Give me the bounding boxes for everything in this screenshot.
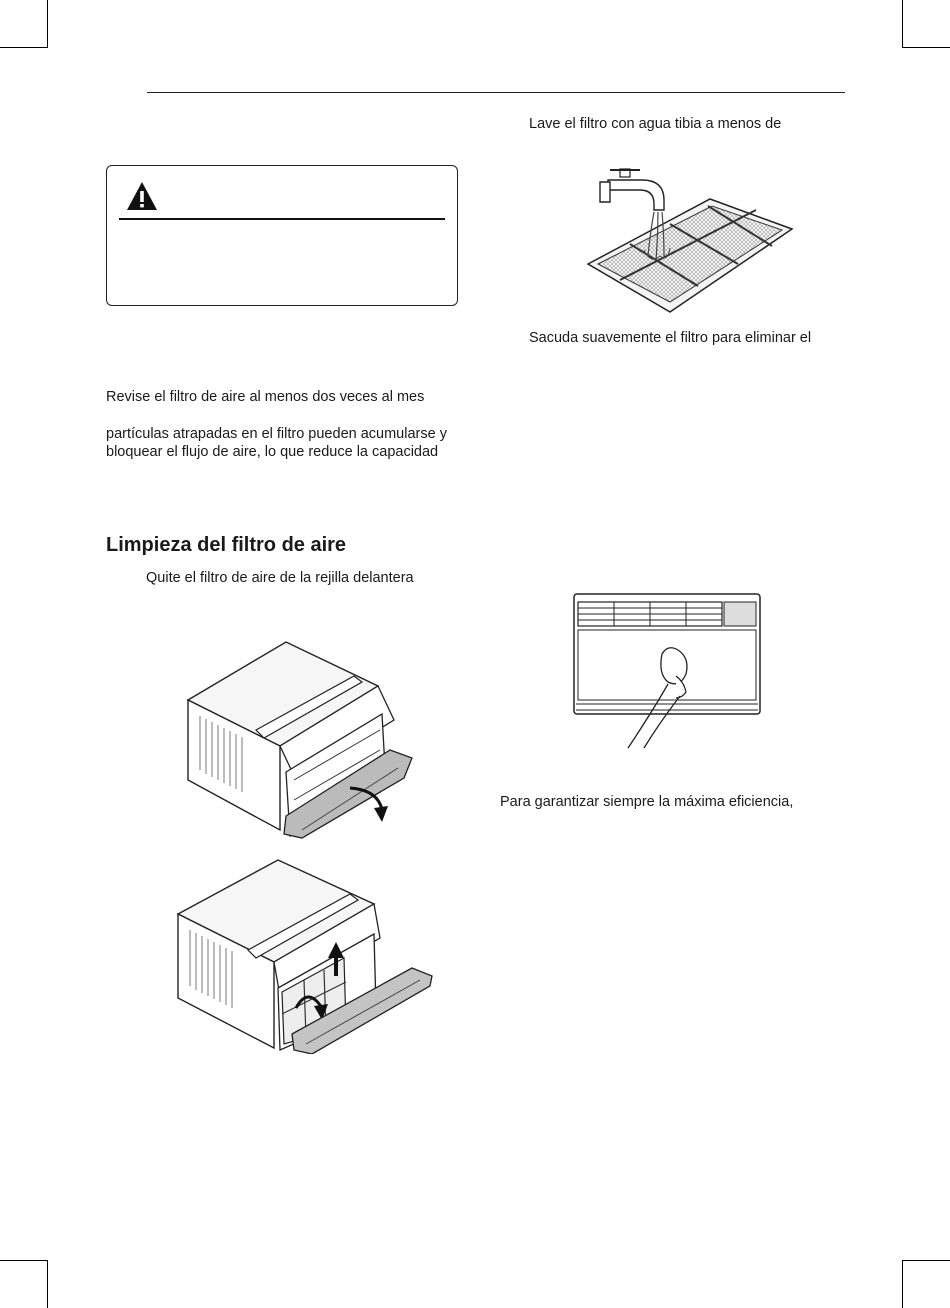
faucet-filter-illustration (580, 164, 795, 316)
wash-filter-text: Lave el filtro con agua tibia a menos de (529, 116, 782, 132)
efficiency-text: Para garantizar siempre la máxima eficiencia, (500, 794, 794, 810)
crop-mark (902, 47, 950, 48)
warning-box (106, 165, 458, 306)
wipe-front-illustration (572, 592, 762, 752)
check-filter-text-1: Revise el filtro de aire al menos dos veces al mes (106, 389, 425, 405)
check-filter-text-3: bloquear el flujo de aire, lo que reduce la capacidad (106, 444, 439, 460)
remove-filter-text: Quite el filtro de aire de la rejilla delantera (146, 570, 414, 586)
crop-mark (902, 1260, 950, 1261)
warning-divider (119, 218, 445, 220)
crop-mark (0, 47, 48, 48)
shake-filter-text: Sacuda suavemente el filtro para eliminar el (529, 330, 812, 346)
remove-filter-illustration (174, 858, 436, 1054)
crop-mark (47, 0, 48, 48)
warning-triangle-icon (125, 180, 159, 212)
header-rule (147, 92, 845, 93)
crop-mark (0, 1260, 48, 1261)
crop-mark (902, 1260, 903, 1308)
check-filter-text-2: partículas atrapadas en el filtro pueden acumularse y (106, 426, 447, 442)
crop-mark (47, 1260, 48, 1308)
crop-mark (902, 0, 903, 48)
open-grille-illustration (182, 640, 414, 840)
section-heading: Limpieza del filtro de aire (106, 534, 347, 556)
